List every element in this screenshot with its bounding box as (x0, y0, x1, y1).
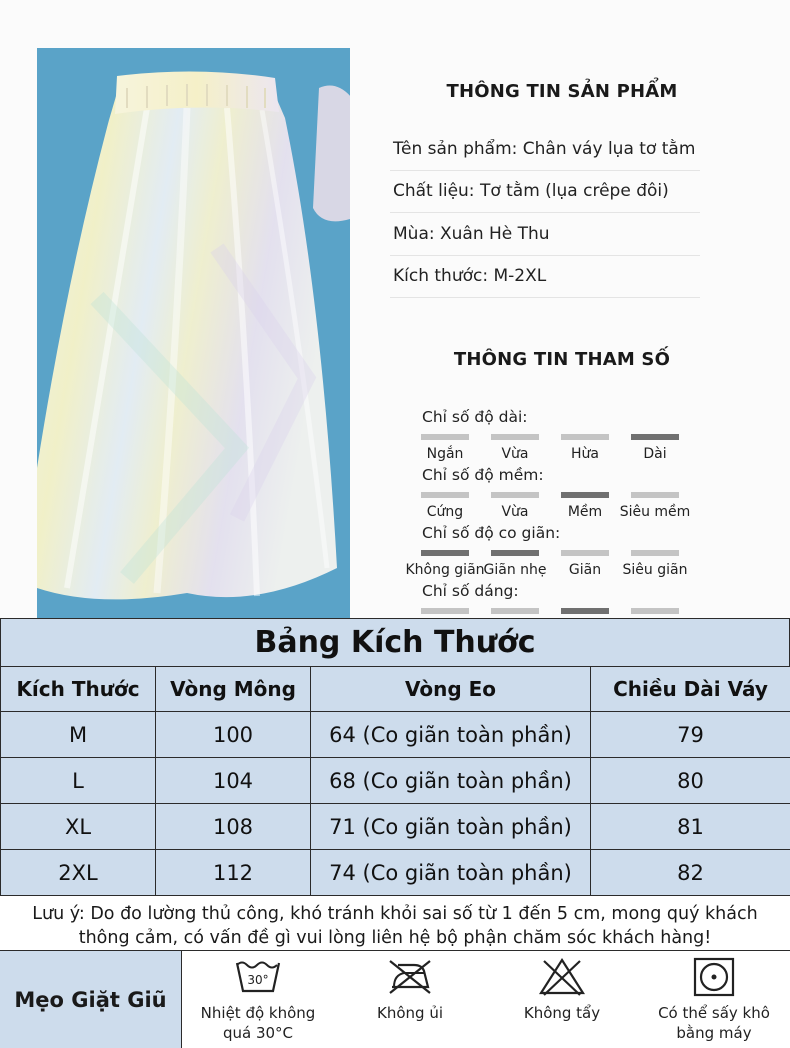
size-table (0, 666, 790, 896)
indicator-bar (491, 434, 539, 440)
indicator-bar-selected (561, 492, 609, 498)
size-chart (0, 618, 790, 954)
shape-index-label: Chỉ số dáng: (422, 582, 519, 600)
product-name-row: Tên sản phẩm: Chân váy lụa tơ tằm (390, 128, 700, 171)
length-option-short: Ngắn (410, 434, 480, 462)
indicator-bar (421, 492, 469, 498)
stretch-option-light: Giãn nhẹ (480, 550, 550, 578)
indicator-bar (491, 608, 539, 614)
shape-option (480, 608, 550, 614)
header-waist: Vòng Eo (311, 667, 591, 712)
softness-option-super-soft: Siêu mềm (620, 492, 690, 520)
indicator-bar-selected (631, 434, 679, 440)
stretch-option-none: Không giãn (410, 550, 480, 578)
indicator-bar (491, 492, 539, 498)
softness-index-options (410, 492, 690, 520)
table-row (1, 758, 790, 804)
length-index-label: Chỉ số độ dài: (422, 408, 528, 426)
indicator-bar (631, 492, 679, 498)
cell-length: 82 (591, 850, 790, 896)
table-row (1, 712, 790, 758)
stretch-option-super: Siêu giãn (620, 550, 690, 578)
shape-option (550, 608, 620, 614)
care-text-line: Có thể sấy khô (658, 1004, 770, 1022)
indicator-bar-selected (421, 550, 469, 556)
care-text-line: quá 30°C (222, 1024, 294, 1042)
wash-30-icon (234, 957, 282, 997)
indicator-bar-selected (491, 550, 539, 556)
length-index-options (410, 434, 690, 462)
softness-option-medium: Vừa (480, 492, 550, 520)
cell-waist: 71 (Co giãn toàn phần) (311, 804, 591, 850)
care-section (0, 950, 790, 1048)
length-option-long: Dài (620, 434, 690, 462)
care-text-line: Không tẩy (523, 1004, 601, 1022)
header-hip: Vòng Mông (156, 667, 311, 712)
indicator-bar (561, 434, 609, 440)
tumble-dry-icon (690, 957, 738, 997)
table-row (1, 804, 790, 850)
care-text-no-iron (377, 1003, 443, 1023)
season-row: Mùa: Xuân Hè Thu (390, 213, 700, 256)
note-line-2: thông cảm, có vấn đề gì vui lòng liên hệ bộ phận chăm sóc khách hàng! (78, 928, 712, 948)
wash-temp-badge: 30° (247, 973, 269, 987)
cell-hip: 100 (156, 712, 311, 758)
shape-index-options (410, 608, 690, 614)
stretch-option-stretch: Giãn (550, 550, 620, 578)
softness-option-soft: Mềm (550, 492, 620, 520)
length-option-midi: Hừa (550, 434, 620, 462)
product-info-title: THÔNG TIN SẢN PHẨM (446, 81, 678, 102)
table-header-row (1, 667, 790, 712)
care-text-line: Không ủi (377, 1004, 443, 1022)
product-info-list (390, 128, 700, 298)
softness-option-stiff: Cứng (410, 492, 480, 520)
size-chart-title: Bảng Kích Thước (0, 618, 790, 666)
care-text-no-bleach (524, 1003, 600, 1023)
care-item-tumble-dry (638, 951, 790, 1048)
no-iron-icon (386, 957, 434, 997)
care-title: Mẹo Giặt Giũ (0, 951, 182, 1048)
cell-hip: 108 (156, 804, 311, 850)
shape-option (620, 608, 690, 614)
cell-waist: 64 (Co giãn toàn phần) (311, 712, 591, 758)
header-size: Kích Thước (1, 667, 156, 712)
header-length: Chiều Dài Váy (591, 667, 790, 712)
cell-length: 80 (591, 758, 790, 804)
cell-length: 81 (591, 804, 790, 850)
parameters-title: THÔNG TIN THAM SỐ (453, 349, 671, 370)
indicator-bar (561, 550, 609, 556)
shape-option (410, 608, 480, 614)
care-text-tumble-dry (658, 1003, 770, 1043)
cell-waist: 74 (Co giãn toàn phần) (311, 850, 591, 896)
indicator-bar (631, 550, 679, 556)
care-text-wash (201, 1003, 316, 1043)
measurement-note (0, 896, 790, 954)
stretch-index-options (405, 550, 690, 578)
cell-size: M (1, 712, 156, 758)
care-icons (182, 951, 790, 1048)
care-item-no-iron (334, 951, 486, 1048)
cell-hip: 104 (156, 758, 311, 804)
cell-waist: 68 (Co giãn toàn phần) (311, 758, 591, 804)
care-item-no-bleach (486, 951, 638, 1048)
stretch-index-label: Chỉ số độ co giãn: (422, 524, 561, 542)
cell-size: XL (1, 804, 156, 850)
cell-hip: 112 (156, 850, 311, 896)
size-range-row: Kích thước: M-2XL (390, 256, 700, 299)
cell-size: L (1, 758, 156, 804)
material-row: Chất liệu: Tơ tằm (lụa crêpe đôi) (390, 171, 700, 214)
note-line-1: Lưu ý: Do đo lường thủ công, khó tránh khỏi sai số từ 1 đến 5 cm, mong quý khách (32, 904, 758, 924)
length-option-medium: Vừa (480, 434, 550, 462)
no-bleach-icon (538, 957, 586, 997)
indicator-bar (421, 608, 469, 614)
cell-size: 2XL (1, 850, 156, 896)
product-photo (37, 48, 350, 618)
care-item-wash (182, 951, 334, 1048)
cell-length: 79 (591, 712, 790, 758)
indicator-bar (421, 434, 469, 440)
care-text-line: bằng máy (676, 1024, 752, 1042)
care-text-line: Nhiệt độ không (200, 1004, 316, 1022)
skirt-illustration (37, 48, 350, 618)
table-row (1, 850, 790, 896)
indicator-bar-selected (561, 608, 609, 614)
indicator-bar (631, 608, 679, 614)
softness-index-label: Chỉ số độ mềm: (422, 466, 544, 484)
